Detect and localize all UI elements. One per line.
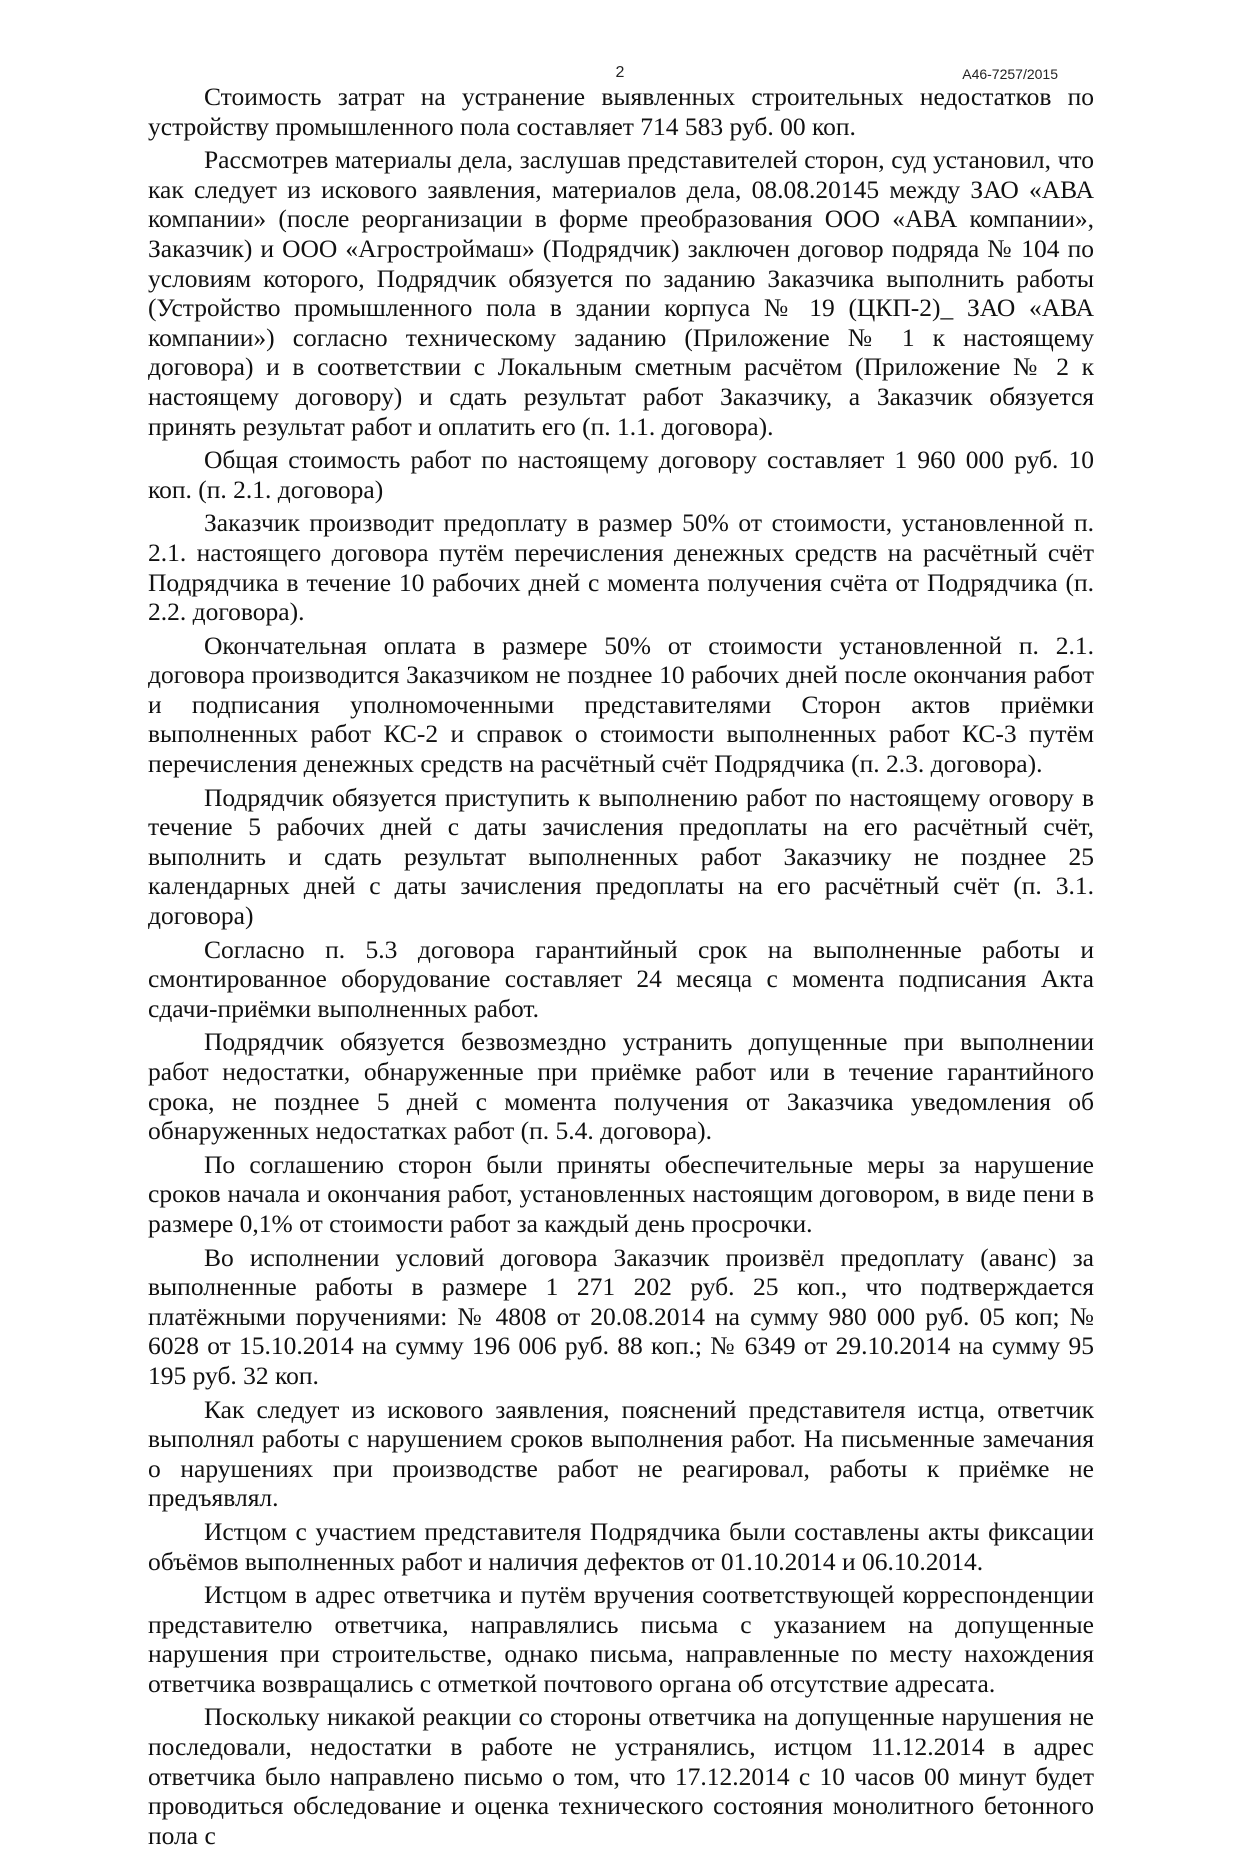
paragraph-defect-acts: Истцом с участием представителя Подрядчика были составлены акты фиксации объёмов выполненных работ и наличия дефектов от 01.10.2014 и 06.10.2014.: [148, 1516, 1094, 1576]
paragraph-penalty: По соглашению сторон были приняты обеспечительные меры за нарушение сроков начала и окончания работ, установленных настоящим договором, в виде пени в размере 0,1% от стоимости работ за каждый день просрочки.: [148, 1149, 1094, 1238]
paragraph-final-payment: Окончательная оплата в размере 50% от стоимости установленной п. 2.1. договора производится Заказчиком не позднее 10 рабочих дней после окончания работ и подписания уполномоченными представителями Сторон актов приёмки выполненных работ КС-2 и справок о стоимости выполненных работ КС-3 путём перечисления денежных средств на расчётный счёт Подрядчика (п. 2.3. договора).: [148, 630, 1094, 779]
paragraph-inspection-notice: Поскольку никакой реакции со стороны ответчика на допущенные нарушения не последовали, недостатки в работе не устранялись, истцом 11.12.2014 в адрес ответчика было направлено письмо о том, что 17.12.2014 с 10 часов 00 минут будет проводиться обследование и оценка технического состояния монолитного бетонного пола с: [148, 1702, 1094, 1850]
paragraph-cost-of-defects: Стоимость затрат на устранение выявленных строительных недостатков по устройству промышленного пола составляет 714 583 руб. 00 коп.: [148, 82, 1094, 141]
paragraph-total-cost: Общая стоимость работ по настоящему договору составляет 1 960 000 руб. 10 коп. (п. 2.1. договора): [148, 445, 1094, 504]
paragraph-delays: Как следует из искового заявления, пояснений представителя истца, ответчик выполнял работы с нарушением сроков выполнения работ. На письменные замечания о нарушениях при производстве работ не реагировал, работы к приёмке не предъявлял.: [148, 1394, 1094, 1513]
paragraph-court-findings: Рассмотрев материалы дела, заслушав представителей сторон, суд установил, что как следует из искового заявления, материалов дела, 08.08.20145 между ЗАО «АВА компании» (после реорганизации в форме преобразования ООО «АВА компании», Заказчик) и ООО «Агростроймаш» (Подрядчик) заключен договор подряда № 104 по условиям которого, Подрядчик обязуется по заданию Заказчика выполнить работы (Устройство промышленного пола в здании корпуса № 19 (ЦКП-2)_ ЗАО «АВА компании») согласно техническому заданию (Приложение № 1 к настоящему договора) и в соответствии с Локальным сметным расчётом (Приложение № 2 к настоящему договору) и сдать результат работ Заказчику, а Заказчик обязуется принять результат работ и оплатить его (п. 1.1. договора).: [148, 145, 1094, 441]
paragraph-prepayment: Заказчик производит предоплату в размер 50% от стоимости, установленной п. 2.1. настоящего договора путём перечисления денежных средств на расчётный счёт Подрядчика в течение 10 рабочих дней с момента получения счёта от Подрядчика (п. 2.2. договора).: [148, 508, 1094, 627]
paragraph-defect-remedy: Подрядчик обязуется безвозмездно устранить допущенные при выполнении работ недостатки, обнаруженные при приёмке работ или в течение гарантийного срока, не позднее 5 дней с момента получения от Заказчика уведомления об обнаруженных недостатках работ (п. 5.4. договора).: [148, 1027, 1094, 1146]
paragraph-advance-payment: Во исполнении условий договора Заказчик произвёл предоплату (аванс) за выполненные работы в размере 1 271 202 руб. 25 коп., что подтверждается платёжными поручениями: № 4808 от 20.08.2014 на сумму 980 000 руб. 05 коп; № 6028 от 15.10.2014 на сумму 196 006 руб. 88 коп.; № 6349 от 29.10.2014 на сумму 95 195 руб. 32 коп.: [148, 1242, 1094, 1390]
paragraph-letters: Истцом в адрес ответчика и путём вручения соответствующей корреспонденции представителю ответчика, направлялись письма с указанием на допущенные нарушения при строительстве, однако письма, направленные по месту нахождения ответчика возвращались с отметкой почтового органа об отсутствие адресата.: [148, 1580, 1094, 1698]
page-number: 2: [615, 64, 625, 81]
case-number: А46-7257/2015: [962, 66, 1058, 82]
paragraph-work-start: Подрядчик обязуется приступить к выполнению работ по настоящему оговору в течение 5 рабочих дней с даты зачисления предоплаты на его расчётный счёт, выполнить и сдать результат выполненных работ Заказчику не позднее 25 календарных дней с даты зачисления предоплаты на его расчётный счёт (п. 3.1. договора): [148, 782, 1094, 931]
paragraph-warranty: Согласно п. 5.3 договора гарантийный срок на выполненные работы и смонтированное оборудование составляет 24 месяца с момента подписания Акта сдачи-приёмки выполненных работ.: [148, 934, 1094, 1023]
document-body: [148, 82, 1094, 1854]
